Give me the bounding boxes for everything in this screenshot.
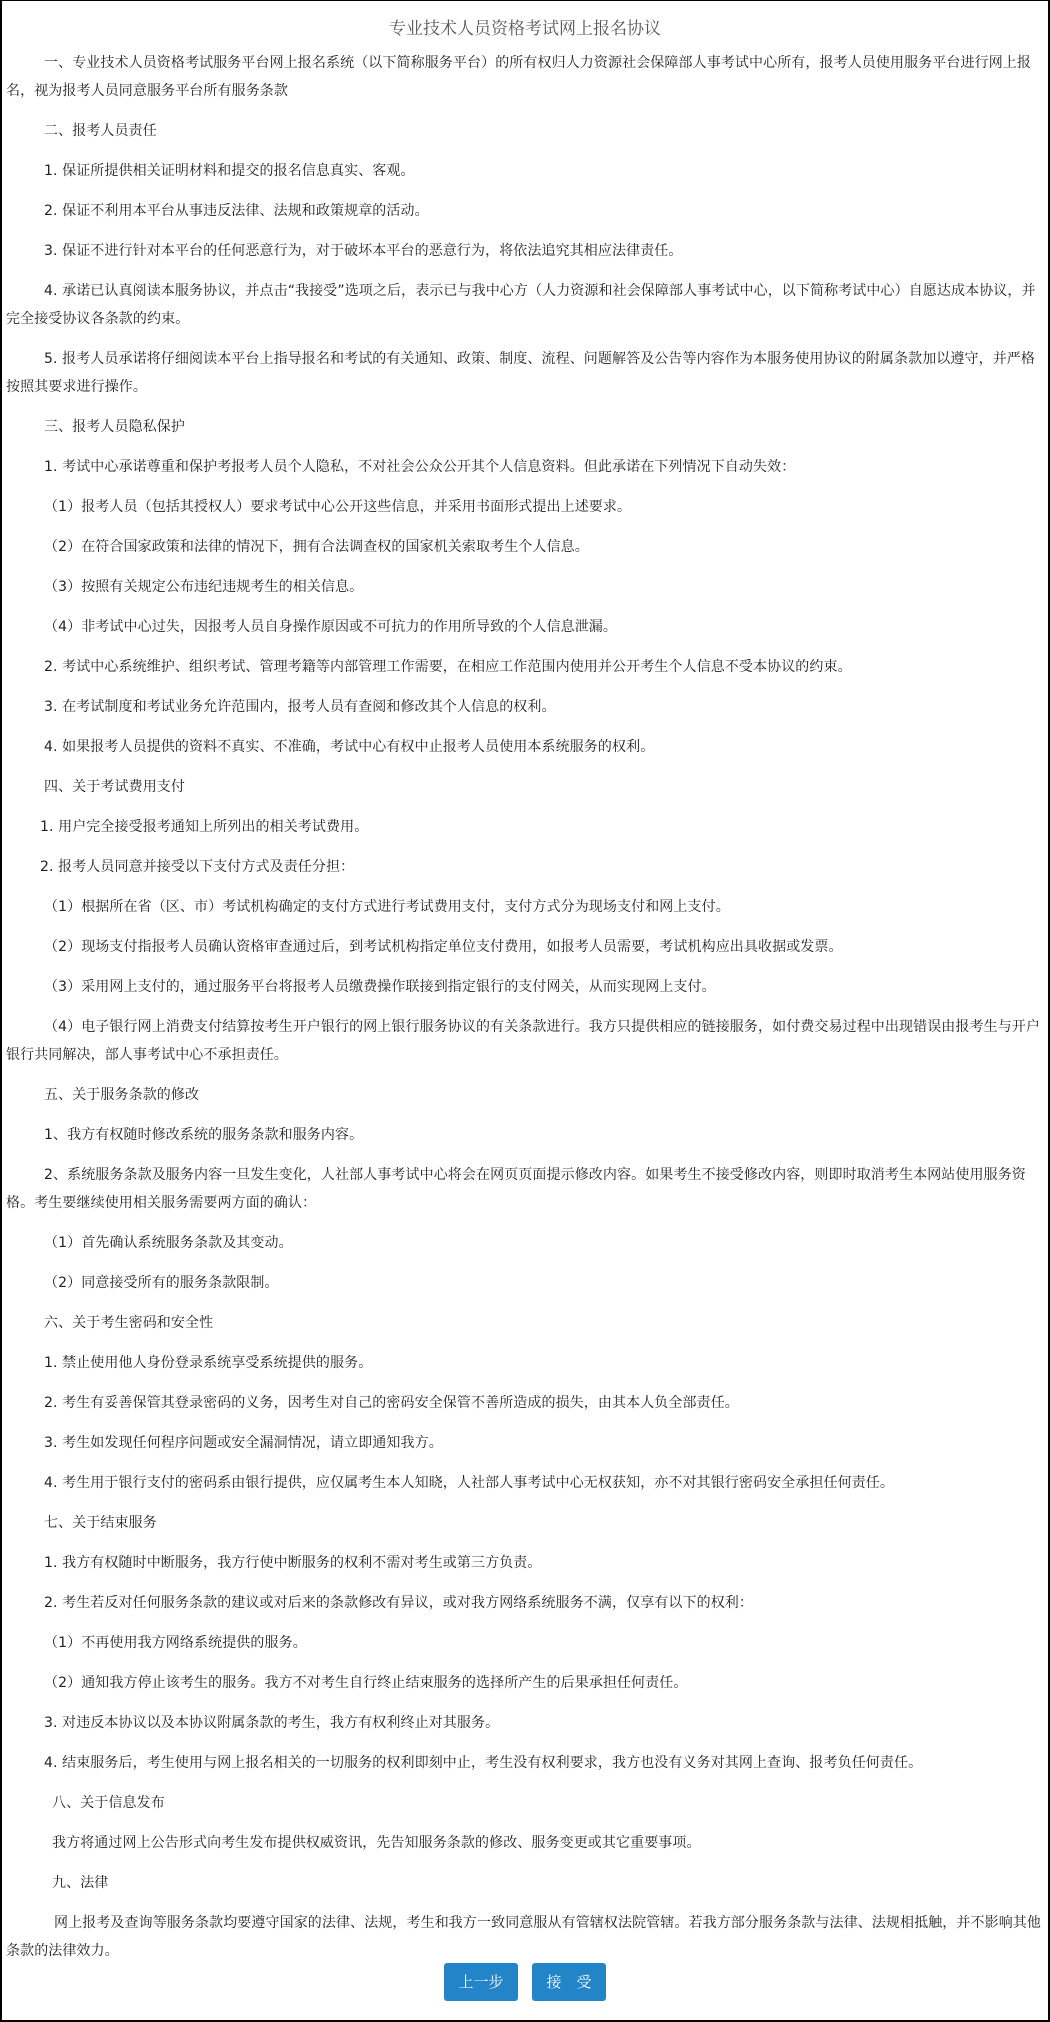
section-heading-7: 七、关于结束服务 <box>44 1515 157 1531</box>
clause-1: 一、专业技术人员资格考试服务平台网上报名系统（以下简称服务平台）的所有权归人力资源社会保障部人事考试中心所有，报考人员使用服务平台进行网上报名，视为报考人员同意服务平台所有服务条款 <box>6 55 1031 99</box>
clause-4-1: 1. 用户完全接受报考通知上所列出的相关考试费用。 <box>40 819 369 835</box>
section-heading-5: 五、关于服务条款的修改 <box>44 1087 200 1103</box>
clause-3-2: 2. 考试中心系统维护、组织考试、管理考籍等内部管理工作需要，在相应工作范围内使用并公开考生个人信息不受本协议的约束。 <box>44 659 852 675</box>
clause-2-3: 3. 保证不进行针对本平台的任何恶意行为，对于破坏本平台的恶意行为，将依法追究其相应法律责任。 <box>44 243 683 259</box>
clause-8-1: 我方将通过网上公告形式向考生发布提供权威资讯，先告知服务条款的修改、服务变更或其它重要事项。 <box>52 1835 701 1851</box>
page-title: 专业技术人员资格考试网上报名协议 <box>389 19 661 39</box>
clause-4-2: 2. 报考人员同意并接受以下支付方式及责任分担： <box>40 859 355 875</box>
clause-5-2: 2、系统服务条款及服务内容一旦发生变化，人社部人事考试中心将会在网页页面提示修改内容。如果考生不接受修改内容，则即时取消考生本网站使用服务资格。考生要继续使用相关服务需要两方面的确认： <box>6 1167 1026 1211</box>
clause-7-4: 4. 结束服务后，考生使用与网上报名相关的一切服务的权利即刻中止，考生没有权利要求，我方也没有义务对其网上查询、报考负任何责任。 <box>44 1755 923 1771</box>
section-heading-4: 四、关于考试费用支付 <box>44 779 185 795</box>
clause-3-1: 1. 考试中心承诺尊重和保护考报考人员个人隐私，不对社会公众公开其个人信息资料。但此承诺在下列情况下自动失效： <box>44 459 796 475</box>
clause-4-2d: （4）电子银行网上消费支付结算按考生开户银行的网上银行服务协议的有关条款进行。我方只提供相应的链接服务，如付费交易过程中出现错误由报考生与开户银行共同解决，部人事考试中心不承担责任。 <box>6 1019 1041 1063</box>
clause-4-2b: （2）现场支付指报考人员确认资格审查通过后，到考试机构指定单位支付费用，如报考人员需要，考试机构应出具收据或发票。 <box>44 939 843 955</box>
section-heading-8: 八、关于信息发布 <box>52 1795 165 1811</box>
clause-6-3: 3. 考生如发现任何程序问题或安全漏洞情况，请立即通知我方。 <box>44 1435 443 1451</box>
previous-step-button[interactable]: 上一步 <box>444 1963 518 2001</box>
clause-7-1: 1. 我方有权随时中断服务，我方行使中断服务的权利不需对考生或第三方负责。 <box>44 1555 542 1571</box>
clause-7-2b: （2）通知我方停止该考生的服务。我方不对考生自行终止结束服务的选择所产生的后果承担任何责任。 <box>44 1675 688 1691</box>
clause-3-1c: （3）按照有关规定公布违纪违规考生的相关信息。 <box>44 579 364 595</box>
clause-5-1: 1、我方有权随时修改系统的服务条款和服务内容。 <box>44 1127 364 1143</box>
clause-2-5: 5. 报考人员承诺将仔细阅读本平台上指导报名和考试的有关通知、政策、制度、流程、问题解答及公告等内容作为本服务使用协议的附属条款加以遵守，并严格按照其要求进行操作。 <box>6 351 1036 395</box>
section-heading-2: 二、报考人员责任 <box>44 123 157 139</box>
clause-6-1: 1. 禁止使用他人身份登录系统享受系统提供的服务。 <box>44 1355 373 1371</box>
section-heading-3: 三、报考人员隐私保护 <box>44 419 185 435</box>
clause-4-2c: （3）采用网上支付的，通过服务平台将报考人员缴费操作联接到指定银行的支付网关，从而实现网上支付。 <box>44 979 716 995</box>
section-heading-6: 六、关于考生密码和安全性 <box>44 1315 214 1331</box>
clause-3-4: 4. 如果报考人员提供的资料不真实、不准确，考试中心有权中止报考人员使用本系统服务的权利。 <box>44 739 655 755</box>
clause-5-2a: （1）首先确认系统服务条款及其变动。 <box>44 1235 293 1251</box>
clause-7-2a: （1）不再使用我方网络系统提供的服务。 <box>44 1635 307 1651</box>
clause-7-3: 3. 对违反本协议以及本协议附属条款的考生，我方有权利终止对其服务。 <box>44 1715 500 1731</box>
clause-6-2: 2. 考生有妥善保管其登录密码的义务，因考生对自己的密码安全保管不善所造成的损失，由其本人负全部责任。 <box>44 1395 739 1411</box>
action-bar <box>2 1963 1048 2001</box>
clause-6-4: 4. 考生用于银行支付的密码系由银行提供，应仅属考生本人知晓，人社部人事考试中心无权获知，亦不对其银行密码安全承担任何责任。 <box>44 1475 895 1491</box>
clause-3-1a: （1）报考人员（包括其授权人）要求考试中心公开这些信息，并采用书面形式提出上述要求。 <box>44 499 632 515</box>
clause-3-3: 3. 在考试制度和考试业务允许范围内，报考人员有查阅和修改其个人信息的权利。 <box>44 699 556 715</box>
clause-3-1b: （2）在符合国家政策和法律的情况下，拥有合法调查权的国家机关索取考生个人信息。 <box>44 539 589 555</box>
clause-2-1: 1. 保证所提供相关证明材料和提交的报名信息真实、客观。 <box>44 163 415 179</box>
clause-3-1d: （4）非考试中心过失，因报考人员自身操作原因或不可抗力的作用所导致的个人信息泄漏。 <box>44 619 618 635</box>
clause-9-1: 网上报考及查询等服务条款均要遵守国家的法律、法规，考生和我方一致同意服从有管辖权法院管辖。若我方部分服务条款与法律、法规相抵触，并不影响其他条款的法律效力。 <box>6 1915 1041 1959</box>
clause-4-2a: （1）根据所在省（区、市）考试机构确定的支付方式进行考试费用支付，支付方式分为现场支付和网上支付。 <box>44 899 730 915</box>
clause-2-2: 2. 保证不利用本平台从事违反法律、法规和政策规章的活动。 <box>44 203 429 219</box>
clause-5-2b: （2）同意接受所有的服务条款限制。 <box>44 1275 279 1291</box>
section-heading-9: 九、法律 <box>52 1875 109 1891</box>
clause-7-2: 2. 考生若反对任何服务条款的建议或对后来的条款修改有异议，或对我方网络系统服务不满，仅享有以下的权利： <box>44 1595 754 1611</box>
accept-button[interactable]: 接 受 <box>532 1963 606 2001</box>
clause-2-4: 4. 承诺已认真阅读本服务协议，并点击“我接受”选项之后，表示已与我中心方（人力资源和社会保障部人事考试中心，以下简称考试中心）自愿达成本协议，并完全接受协议各条款的约束。 <box>6 283 1036 327</box>
